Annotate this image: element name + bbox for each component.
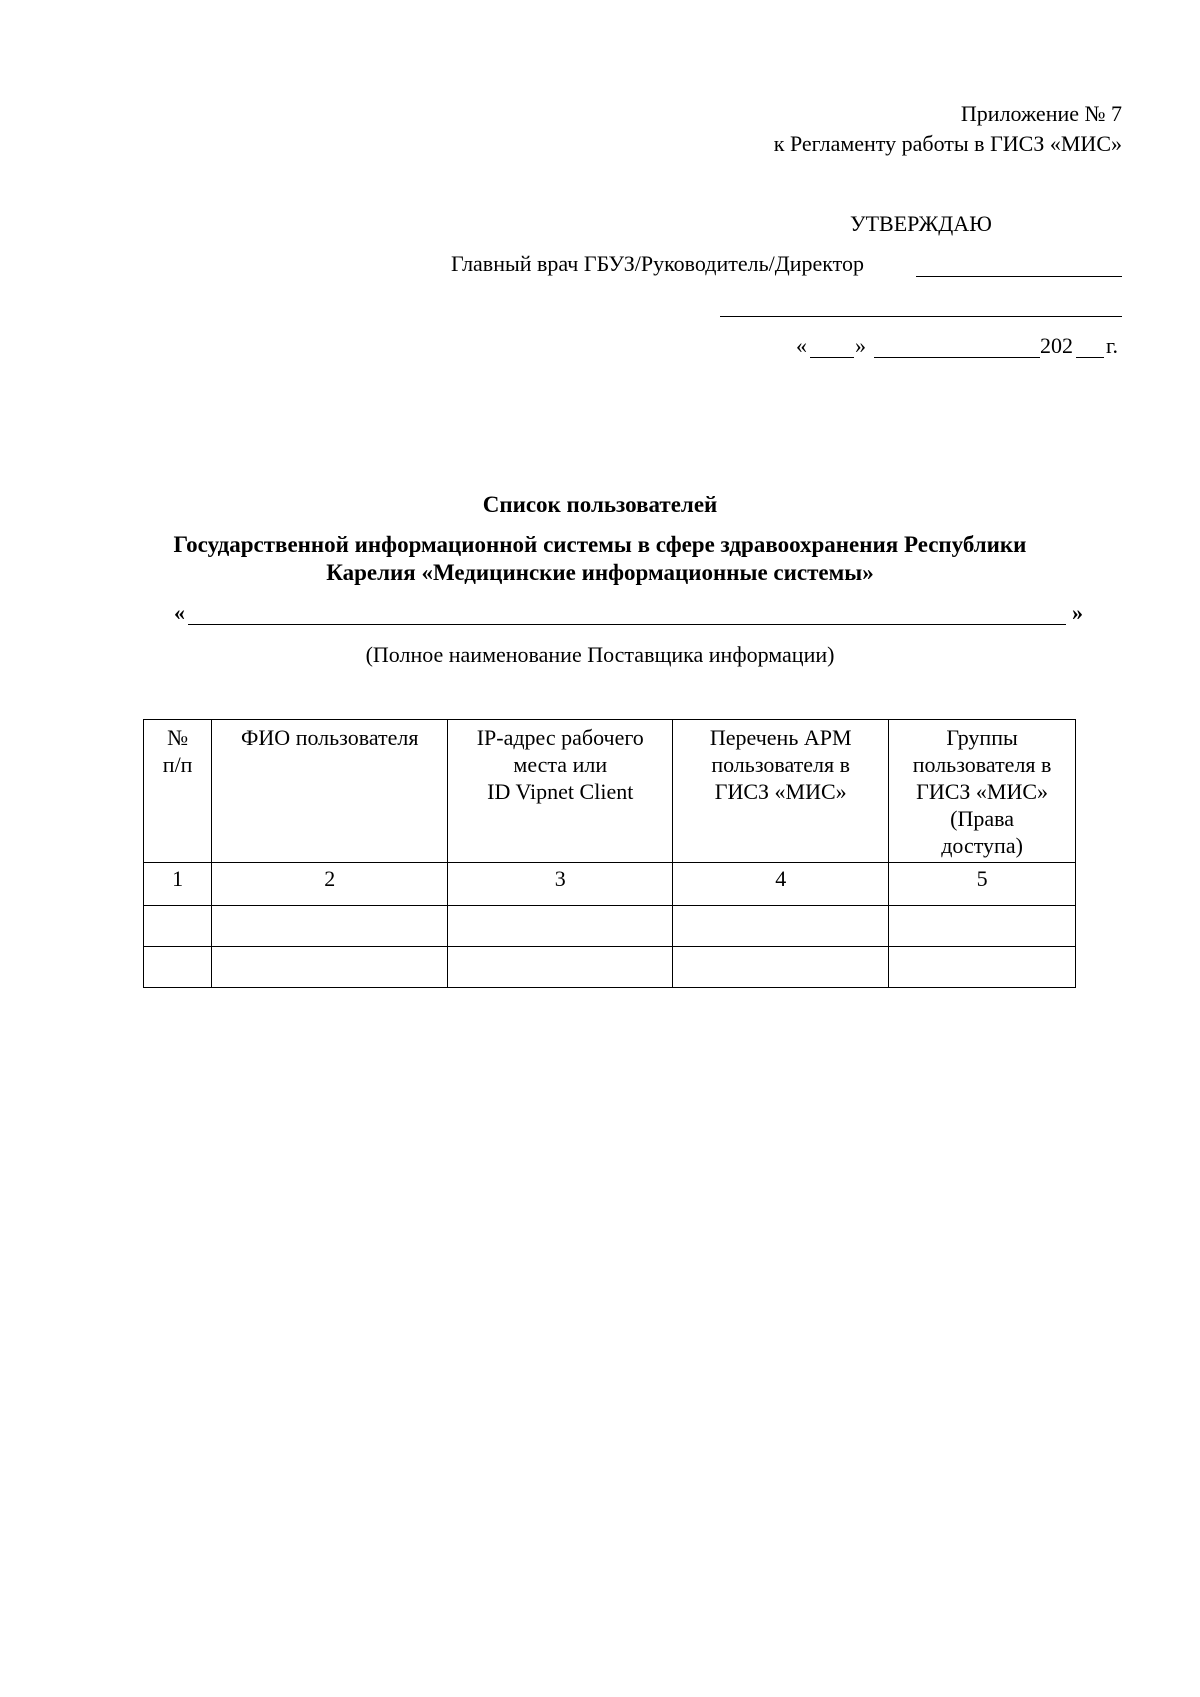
document-title: Список пользователей (482, 492, 718, 517)
column-number: 4 (673, 863, 889, 906)
date-quote-close: » (855, 333, 866, 358)
table-cell (673, 906, 889, 947)
year-prefix: 202 (1040, 333, 1073, 358)
provider-quote-open: « (174, 600, 185, 625)
approve-label: УТВЕРЖДАЮ (850, 211, 992, 236)
director-position: Главный врач ГБУЗ/Руководитель/Директор (451, 251, 865, 276)
column-number-row (144, 863, 1076, 906)
provider-name-line (188, 624, 1066, 625)
table-cell (212, 947, 448, 988)
table-cell (673, 947, 889, 988)
name-line (720, 316, 1122, 317)
col-header-ip-address: IP-адрес рабочего места или ID Vipnet Client (448, 720, 673, 863)
provider-caption: (Полное наименование Поставщика информации) (365, 642, 835, 667)
col-header-user-groups: Группы пользователя в ГИСЗ «МИС» (Права доступа) (889, 720, 1076, 863)
table-cell (889, 947, 1076, 988)
system-name-line1: Государственной информационной системы в сфере здравоохранения Республики (173, 532, 1027, 557)
table-cell (144, 947, 212, 988)
month-blank (874, 357, 1040, 358)
table-row (144, 947, 1076, 988)
signature-line (916, 276, 1122, 277)
table-cell (212, 906, 448, 947)
date-quote-open: « (796, 333, 807, 358)
col-header-full-name: ФИО пользователя (212, 720, 448, 863)
column-number: 3 (448, 863, 673, 906)
appendix-number: Приложение № 7 (960, 101, 1122, 126)
table-cell (144, 906, 212, 947)
year-blank (1076, 357, 1104, 358)
table-cell (448, 906, 673, 947)
table-cell (889, 906, 1076, 947)
column-number: 5 (889, 863, 1076, 906)
table-row (144, 906, 1076, 947)
column-number: 2 (212, 863, 448, 906)
provider-quote-close: » (1072, 600, 1083, 625)
table-cell (448, 947, 673, 988)
table-header-row (144, 720, 1076, 863)
day-blank (810, 357, 854, 358)
system-name-line2: Карелия «Медицинские информационные системы» (326, 560, 874, 585)
year-suffix: г. (1106, 333, 1119, 358)
col-header-number: № п/п (144, 720, 212, 863)
column-number: 1 (144, 863, 212, 906)
col-header-workstations: Перечень АРМ пользователя в ГИСЗ «МИС» (673, 720, 889, 863)
regulation-reference: к Регламенту работы в ГИСЗ «МИС» (773, 131, 1122, 156)
users-table (143, 719, 1076, 988)
